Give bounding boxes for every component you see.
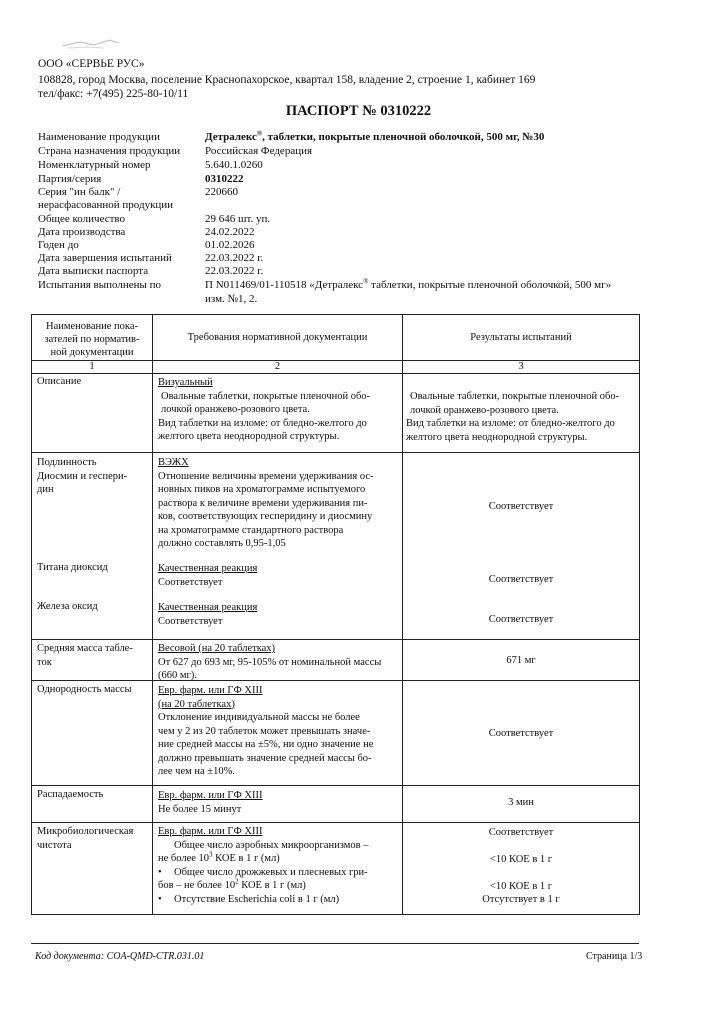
company-address: 108828, город Москва, поселение Краснопахорское, квартал 158, владение 2, строение 1, кабинет 169 [38,74,536,86]
mass-requirement: Весовой (на 20 таблетках) От 627 до 693 мг, 95-105% от номинальной массы (660 мг). [158,643,382,681]
mass-result: 671 мг [506,655,536,666]
dis-requirement: Евр. фарм. или ГФ XIII Не более 15 минут [158,790,263,815]
bullet-icon: • [158,893,162,905]
tested-value-amend: изм. №1, 2. [205,293,258,305]
bullet-icon: • [158,866,162,878]
dis-label: Распадаемость [37,789,104,800]
tested-value: П N011469/01-110518 «Детралекс® таблетки, покрытые пленочной оболочкой, 500 мг» [205,277,612,291]
desc-result: Овальные таблетки, покрытые пленочной обо- лочкой оранжево-розового цвета. Вид таблетки на изломе: от бледно-желтого до желтого цвета неоднородной структуры. [406,391,620,443]
page-number: Страница 1/3 [586,951,643,962]
micro-result-2: <10 КОЕ в 1 г [489,854,553,865]
bulk-label: Серия "ин балк" / [38,186,121,198]
country-label: Страна назначения продукции [38,145,181,157]
company-phone: тел/факс: +7(495) 225-80-10/11 [38,88,189,100]
mass-label: Средняя масса таблe- ток [37,643,133,668]
expiry-label: Годен до [38,239,79,251]
fe-label: Железа оксид [37,601,98,612]
col2-header: Требования нормативной документации [187,332,368,343]
total-value: 29 646 шт. уп. [205,213,271,225]
prod-date-label: Дата производства [38,226,126,238]
dis-result: 3 мин [508,797,534,808]
doc-code: Код документа: COA-QMD-CTR.031.01 [35,951,205,962]
fe-result: Соответствует [488,614,554,625]
col3-number: 3 [518,361,524,372]
country-value: Российская Федерация [205,145,313,157]
col1-number: 1 [89,361,95,372]
micro-label: Микробиологическая чистота [37,826,134,851]
nomen-value: 5.640.1.0260 [205,159,263,171]
col2-number: 2 [274,361,281,372]
product-value: Детралекс®, таблетки, покрытые пленочной оболочкой, 500 мг, №30 [205,129,545,143]
issue-value: 22.03.2022 г. [205,265,264,277]
scan-artifact [60,36,120,50]
unif-label: Однородность массы [37,684,132,695]
unif-requirement: Евр. фарм. или ГФ XIII (на 20 таблетках) Отклонение индивидуальной массы не более чем у 2 из 20 таблеток может превышать значе- ние средней массы на ±5%, ни одно значение не должно превышать значение средней массы бо- лее чем на ±10%. [158,685,374,777]
prod-date-value: 24.02.2022 [205,226,255,238]
tio2-result: Соответствует [488,574,554,585]
micro-result-1: Соответствует [488,827,554,838]
test-end-value: 22.03.2022 г. [205,252,264,264]
expiry-value: 01.02.2026 [205,239,255,251]
batch-value: 0310222 [205,173,244,185]
ident-label: Подлинность Диосмин и геспери- дин [37,457,128,495]
micro-result-4: Отсутствует в 1 г [482,894,560,905]
test-end-label: Дата завершения испытаний [38,252,172,264]
batch-label: Партия/серия [38,173,102,185]
issue-label: Дата выписки паспорта [38,265,149,277]
fe-requirement: Качественная реакция Соответствует [158,602,258,627]
nomen-label: Номенклатурный номер [38,159,151,171]
footer-divider [31,943,639,944]
col1-header: Наименование пока- зателей по норматив- ной документации [44,321,140,358]
micro-result-3: <10 КОЕ в 1 г [489,881,553,892]
tio2-requirement: Качественная реакция Соответствует [158,563,258,588]
tested-label: Испытания выполнены по [38,279,162,291]
col3-header: Результаты испытаний [470,332,572,343]
micro-requirement: Евр. фарм. или ГФ XIII Общее число аэробных микроорганизмов – не более $10^3$ КОЕ в 1 г (мл) • Общее число дрожжевых и плесневых гри- бов – не более $10^2$ КОЕ в 1 г (мл) • Отсутствие Escherichia coli в 1 г (мл) [158,826,369,905]
product-label: Наименование продукции [38,131,160,143]
company-name: ООО «СЕРВЬЕ РУС» [38,58,145,70]
bulk-value: 220660 [205,186,238,198]
unif-result: Соответствует [488,728,554,739]
desc-requirement: Визуальный Овальные таблетки, покрытые пленочной обо- лочкой оранжево-розового цвета. Вид таблетки на изломе: от бледно-желтого до желтого цвета неоднородной структуры. [158,377,371,442]
desc-label: Описание [37,376,82,387]
bulk-label-2: нерасфасованной продукции [38,199,174,211]
total-label: Общее количество [38,213,126,225]
ident-requirement: ВЭЖХ Отношение величины времени удерживания ос- новных пиков на хроматограмме испытуемого раствора к величине времени удерживания пи- ков, соответствующих гесперидину и диосмину на хроматограмме стандартного раствора должно составлять 0,95-1,05 [158,457,374,549]
page-title: ПАСПОРТ № 0310222 [285,103,432,119]
ident-result: Соответствует [488,501,554,512]
tio2-label: Титана диоксид [37,562,108,573]
